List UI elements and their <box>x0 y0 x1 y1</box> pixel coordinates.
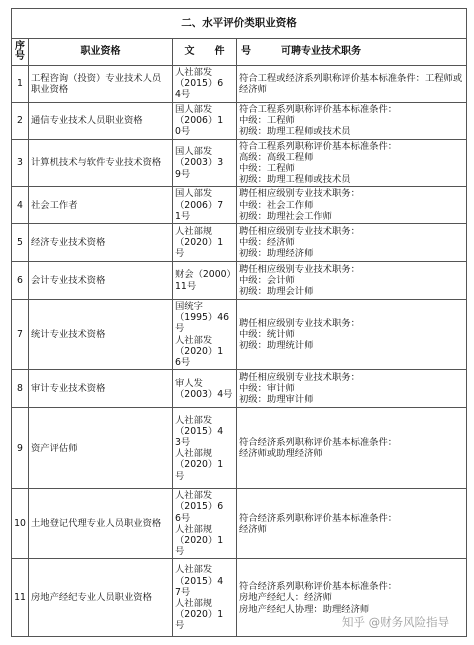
document-cell: 国统字（1995）46号 人社部发（2020）1 6号 <box>173 300 237 370</box>
table-row <box>12 187 467 224</box>
document-cell: 审人发（2003）4号 <box>173 370 237 408</box>
row-number: 8 <box>12 370 29 408</box>
qualification-cell: 经济专业技术资格 <box>29 224 173 262</box>
row-number: 7 <box>12 300 29 370</box>
row-number: 1 <box>12 66 29 103</box>
table-row <box>12 408 467 489</box>
position-cell: 符合工程或经济系列职称评价基本标准条件：工程师或经济师 <box>237 66 467 103</box>
table-row <box>12 370 467 408</box>
document-cell: 国人部发（2003）3 9号 <box>173 139 237 187</box>
row-number: 5 <box>12 224 29 262</box>
position-cell: 符合工程系列职称评价基本标准条件： 中级：工程师 初级：助理工程师或技术员 <box>237 102 467 139</box>
qualification-cell: 资产评估师 <box>29 408 173 489</box>
position-cell: 符合经济系列职称评价基本标准条件： 经济师或助理经济师 <box>237 408 467 489</box>
table-row <box>12 489 467 559</box>
watermark: 知乎 @财务风险指导 <box>342 615 450 629</box>
qualification-cell: 土地登记代理专业人员职业资格 <box>29 489 173 559</box>
table-row <box>12 262 467 300</box>
document-cell: 国人部发（2006）1 0号 <box>173 102 237 139</box>
row-number: 6 <box>12 262 29 300</box>
qualification-cell: 通信专业技术人员职业资格 <box>29 102 173 139</box>
qualification-cell: 计算机技术与软件专业技术资格 <box>29 139 173 187</box>
position-cell: 聘任相应级别专业技术职务： 中级：审计师 初级：助理审计师 <box>237 370 467 408</box>
position-cell: 聘任相应级别专业技术职务： 中级：会计师 初级：助理会计师 <box>237 262 467 300</box>
row-number: 10 <box>12 489 29 559</box>
row-number: 11 <box>12 559 29 637</box>
position-cell: 符合经济系列职称评价基本标准条件： 房地产经纪人：经济师 房地产经纪人协理：助理经济师 <box>237 559 467 637</box>
document-cell: 国人部发（2006）7 1号 <box>173 187 237 224</box>
position-cell: 聘任相应级别专业技术职务： 中级：社会工作师 初级：助理社会工作师 <box>237 187 467 224</box>
position-cell: 聘任相应级别专业技术职务： 中级：统计师 初级：助理统计师 <box>237 300 467 370</box>
qualification-table <box>11 8 467 637</box>
position-cell: 符合工程系列职称评价基本标准条件： 高级：高级工程师 中级：工程师 初级：助理工程师或技术员 <box>237 139 467 187</box>
qualification-cell: 会计专业技术资格 <box>29 262 173 300</box>
row-number: 3 <box>12 139 29 187</box>
row-number: 9 <box>12 408 29 489</box>
document-cell: 人社部发（2015）4 7号 人社部规（2020）1 号 <box>173 559 237 637</box>
header-qualification: 职业资格 <box>29 39 173 66</box>
table-title: 二、水平评价类职业资格 <box>12 9 467 39</box>
table-row <box>12 224 467 262</box>
qualification-cell: 统计专业技术资格 <box>29 300 173 370</box>
qualification-cell: 工程咨询（投资）专业技术人员职业资格 <box>29 66 173 103</box>
table-row <box>12 102 467 139</box>
table-row <box>12 66 467 103</box>
row-number: 4 <box>12 187 29 224</box>
qualification-cell: 房地产经纪专业人员职业资格 <box>29 559 173 637</box>
header-position: 号 可聘专业技术职务 <box>237 39 467 66</box>
document-cell: 人社部发（2015）6 4号 <box>173 66 237 103</box>
header-no: 序 号 <box>12 39 29 66</box>
document-cell: 财会（2000）11号 <box>173 262 237 300</box>
table-row <box>12 139 467 187</box>
position-cell: 符合经济系列职称评价基本标准条件： 经济师 <box>237 489 467 559</box>
table-row <box>12 300 467 370</box>
row-number: 2 <box>12 102 29 139</box>
document-cell: 人社部发（2015）6 6号 人社部规（2020）1 号 <box>173 489 237 559</box>
qualification-cell: 社会工作者 <box>29 187 173 224</box>
position-cell: 聘任相应级别专业技术职务： 中级：经济师 初级：助理经济师 <box>237 224 467 262</box>
document-cell: 人社部发（2015）4 3号 人社部规（2020）1 号 <box>173 408 237 489</box>
document-cell: 人社部规（2020）1 号 <box>173 224 237 262</box>
header-document: 文 件 <box>173 39 237 66</box>
qualification-cell: 审计专业技术资格 <box>29 370 173 408</box>
